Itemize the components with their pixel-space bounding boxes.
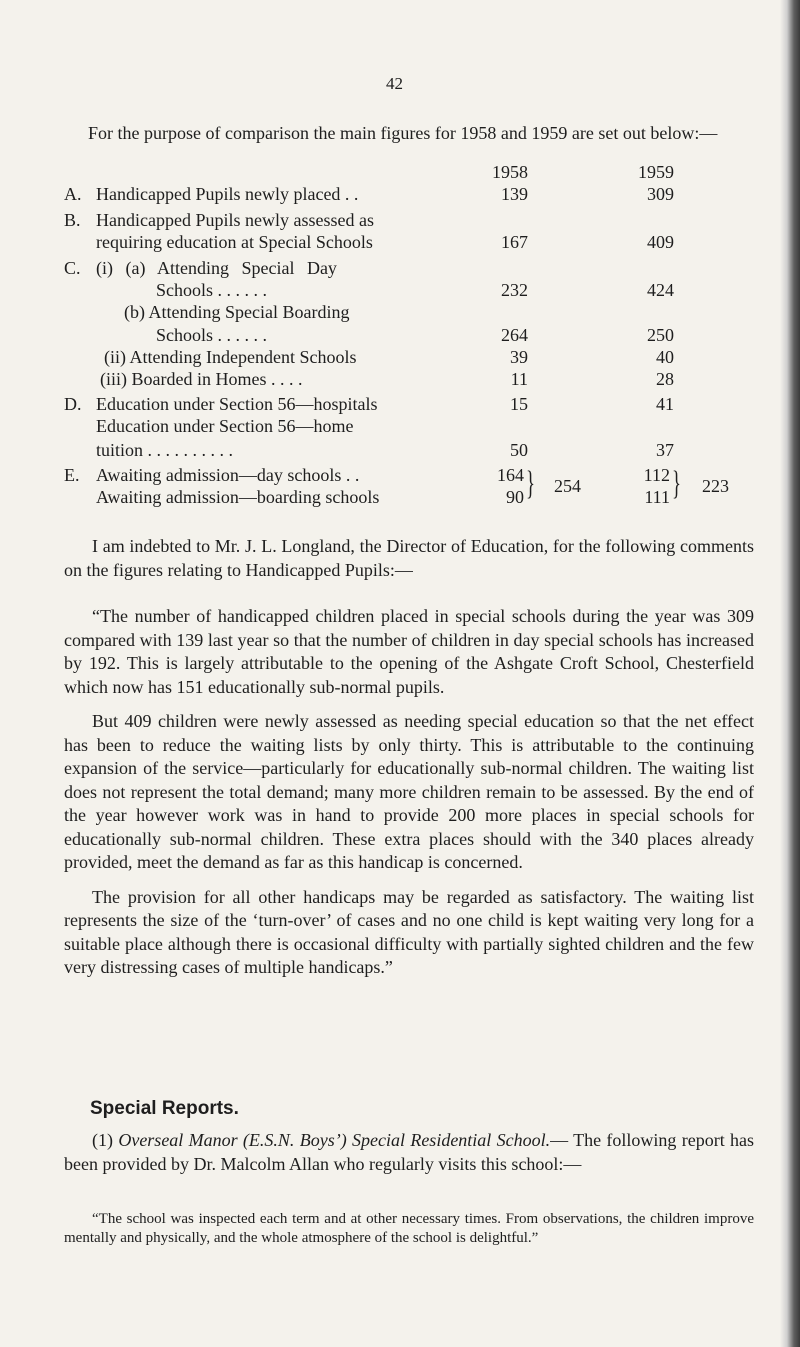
value-1958: 50 bbox=[510, 440, 528, 460]
row-label: Handicapped Pupils newly assessed as bbox=[96, 210, 374, 230]
table-row bbox=[64, 258, 764, 280]
table-row bbox=[64, 280, 764, 302]
table-row bbox=[64, 440, 764, 462]
row-label: (i) (a) Attending Special Day bbox=[96, 258, 337, 278]
table-row bbox=[64, 416, 764, 438]
quote-paragraph-2: But 409 children were newly assessed as needing special education so that the net effect has been to reduce the waiting lists by only thirty. This is attributable to the continuing expansion of the service—particularly for educationally sub-normal children. The waiting list does not represent the total demand; many more children remain to be assessed. By the end of the year however work was in hand to provide 200 more places in special schools for educationally sub-normal children. These extra places should with the 340 places already provided, meet the demand as far as this handicap is concerned. bbox=[64, 711, 754, 872]
table-row bbox=[64, 184, 764, 206]
table-row bbox=[64, 369, 764, 391]
row-label: Handicapped Pupils newly placed . . bbox=[96, 184, 359, 204]
row-label: Education under Section 56—home bbox=[96, 416, 354, 436]
row-section: D. bbox=[64, 394, 82, 414]
header-1959: 1959 bbox=[638, 162, 674, 182]
row-label: Education under Section 56—hospitals bbox=[96, 394, 378, 414]
row-label: (ii) Attending Independent Schools bbox=[104, 347, 357, 367]
report-1-quote bbox=[64, 1210, 754, 1248]
value-1958: 39 bbox=[510, 347, 528, 367]
table-row bbox=[64, 487, 764, 509]
brace-1958: } bbox=[526, 465, 535, 502]
value-1959: 41 bbox=[656, 394, 674, 414]
acknowledgement-text: I am indebted to Mr. J. L. Longland, the Director of Education, for the following comments on the figures relating to Handicapped Pupils:— bbox=[64, 536, 754, 580]
row-label: tuition . . . . . . . . . . bbox=[96, 440, 234, 460]
row-label: Schools . . . . . . bbox=[156, 325, 268, 345]
special-reports-heading: Special Reports. bbox=[90, 1098, 239, 1119]
total-1958: 254 bbox=[554, 476, 581, 496]
row-section: A. bbox=[64, 184, 82, 204]
row-section: E. bbox=[64, 465, 80, 485]
total-1959: 223 bbox=[702, 476, 729, 496]
acknowledgement-paragraph bbox=[64, 535, 754, 582]
value-1959: 309 bbox=[647, 184, 674, 204]
value-1958: 11 bbox=[510, 369, 528, 389]
row-section: B. bbox=[64, 210, 81, 230]
table-row bbox=[64, 394, 764, 416]
brace-1959: } bbox=[672, 465, 681, 502]
header-1958: 1958 bbox=[492, 162, 528, 182]
row-label: requiring education at Special Schools bbox=[96, 232, 373, 252]
scanned-page-edge bbox=[780, 0, 800, 1347]
table-row bbox=[64, 465, 764, 487]
report-number: (1) bbox=[92, 1130, 113, 1150]
row-label: (iii) Boarded in Homes . . . . bbox=[100, 369, 303, 389]
intro-paragraph: For the purpose of comparison the main figures for 1958 and 1959 are set out below:— bbox=[88, 123, 718, 143]
value-1959: 112 bbox=[643, 465, 670, 485]
report-title: Overseal Manor (E.S.N. Boys’) Special Residential School. bbox=[118, 1130, 551, 1150]
value-1959: 37 bbox=[656, 440, 674, 460]
table-row bbox=[64, 302, 764, 324]
value-1959: 111 bbox=[644, 487, 670, 507]
value-1958: 139 bbox=[501, 184, 528, 204]
table-row bbox=[64, 347, 764, 369]
table-row bbox=[64, 325, 764, 347]
value-1959: 250 bbox=[647, 325, 674, 345]
quote-paragraph-3: The provision for all other handicaps may be regarded as satisfactory. The waiting list represents the size of the ‘turn-over’ of cases and no one child is kept waiting very long for a suitable place although there is occasional difficulty with partially sighted children and the few very distressing cases of multiple handicaps.” bbox=[64, 886, 754, 977]
value-1958: 15 bbox=[510, 394, 528, 414]
quote-paragraph-1: “The number of handicapped children placed in special schools during the year was 309 compared with 139 last year so that the number of children in day special schools has increased by 192. This is largely attributable to the opening of the Ashgate Croft School, Chesterfield which now has 151 educationally sub-normal pupils. bbox=[64, 606, 754, 697]
value-1958: 164 bbox=[497, 465, 524, 485]
report-text: — The following report has been provided by Dr. Malcolm Allan who regularly visits this school:— bbox=[64, 1130, 755, 1174]
value-1958: 90 bbox=[506, 487, 524, 507]
value-1958: 232 bbox=[501, 280, 528, 300]
table-row bbox=[64, 210, 764, 232]
row-label: Schools . . . . . . bbox=[156, 280, 268, 300]
value-1959: 409 bbox=[647, 232, 674, 252]
report-1-paragraph bbox=[64, 1129, 754, 1176]
row-label: (b) Attending Special Boarding bbox=[124, 302, 350, 322]
quote-block bbox=[64, 605, 754, 980]
value-1958: 264 bbox=[501, 325, 528, 345]
table-row bbox=[64, 232, 764, 254]
report-quote-text: “The school was inspected each term and at other necessary times. From observations, the children improve mentally and physically, and the whole atmosphere of the school is delightful.” bbox=[64, 1211, 754, 1246]
row-label: Awaiting admission—boarding schools bbox=[96, 487, 380, 507]
value-1959: 424 bbox=[647, 280, 674, 300]
value-1959: 28 bbox=[656, 369, 674, 389]
row-label: Awaiting admission—day schools . . bbox=[96, 465, 360, 485]
value-1959: 40 bbox=[656, 347, 674, 367]
value-1958: 167 bbox=[501, 232, 528, 252]
row-section: C. bbox=[64, 258, 81, 278]
page-number: 42 bbox=[386, 74, 403, 93]
